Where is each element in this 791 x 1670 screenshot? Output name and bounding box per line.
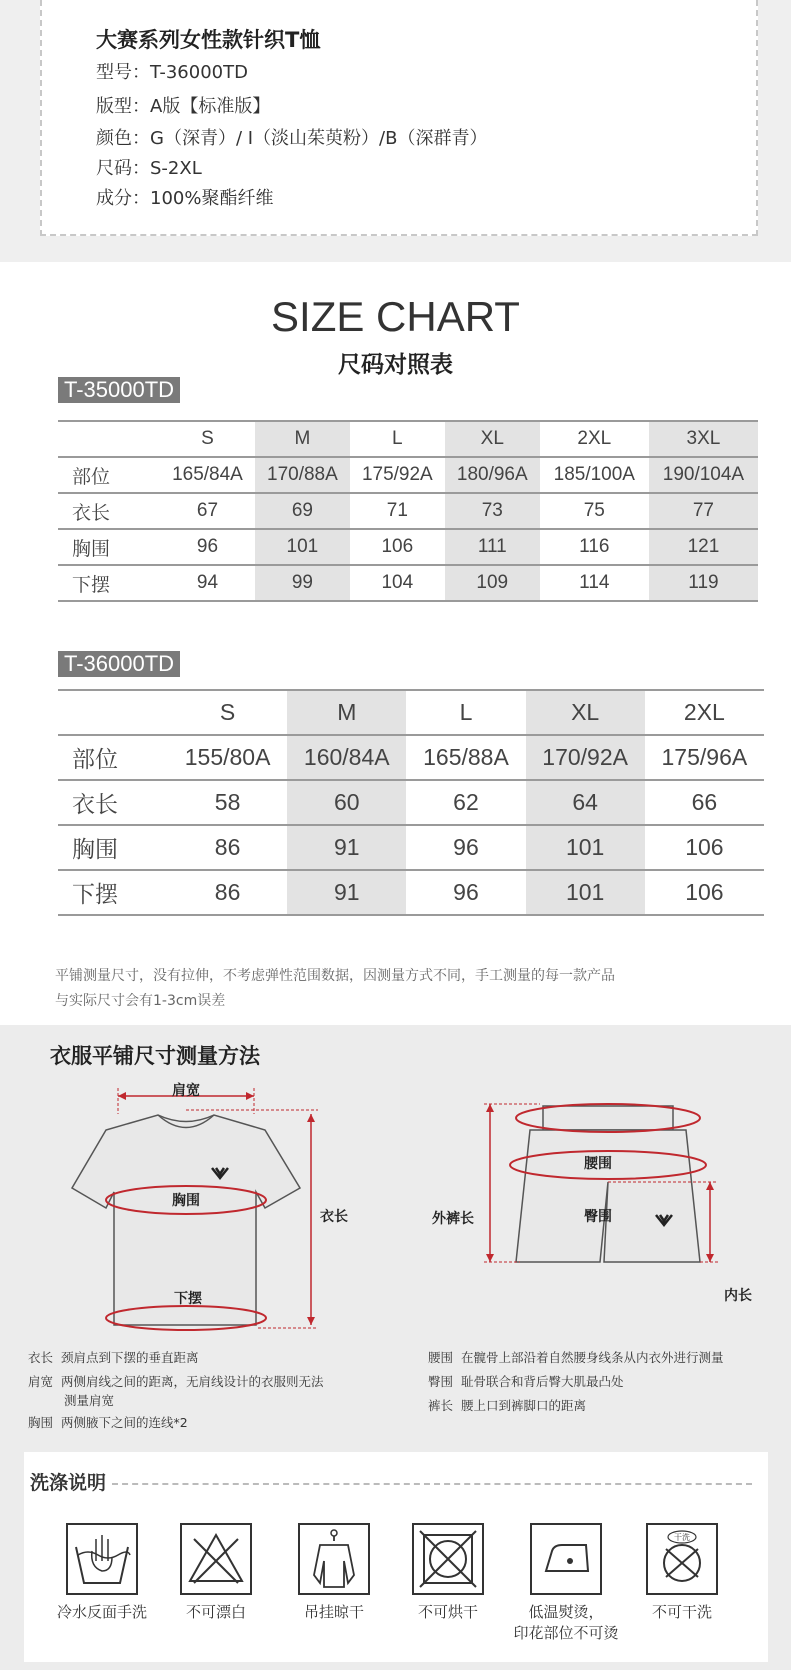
wash-label-no-bleach: 不可漂白 xyxy=(185,1603,246,1621)
product-material: 成分：100%聚酯纤维 xyxy=(96,188,274,209)
table-header-cell: S xyxy=(160,421,255,457)
table-cell: 109 xyxy=(445,565,540,601)
table-header-cell: L xyxy=(406,690,525,735)
table-cell: 下摆 xyxy=(58,565,160,601)
wash-label-no-tumble-dry: 不可烘干 xyxy=(417,1603,478,1621)
size-chart-title: SIZE CHART xyxy=(271,293,520,340)
table-cell: 165/84A xyxy=(160,457,255,493)
table-row xyxy=(58,529,758,565)
wash-label-low-iron: 低温熨烫， xyxy=(528,1603,604,1621)
table-cell: 106 xyxy=(350,529,445,565)
table-cell: 86 xyxy=(168,825,287,870)
washing-title: 洗涤说明 xyxy=(30,1472,107,1494)
table-cell: 77 xyxy=(649,493,758,529)
product-colors: 颜色：G（深青）/ I（淡山茱萸粉）/B（深群青） xyxy=(96,128,488,149)
table-cell: 106 xyxy=(645,870,764,915)
low-iron-icon xyxy=(530,1523,602,1595)
table-cell: 66 xyxy=(645,780,764,825)
table-row xyxy=(58,735,764,780)
table-cell: 185/100A xyxy=(540,457,649,493)
table-header-cell: XL xyxy=(526,690,645,735)
no-dry-clean-icon xyxy=(646,1523,718,1595)
shorts-diagram xyxy=(484,1104,718,1262)
table-header-cell xyxy=(58,421,160,457)
product-model: 型号：T-36000TD xyxy=(96,62,248,83)
table-cell: 69 xyxy=(255,493,350,529)
table-cell: 胸围 xyxy=(58,529,160,565)
table-row xyxy=(58,825,764,870)
table-header-row xyxy=(58,421,758,457)
legend-right-0: 腰围 在髋骨上部沿着自然腰身线条从内衣外进行测量 xyxy=(428,1350,724,1365)
legend-right-2: 裤长 腰上口到裤脚口的距离 xyxy=(428,1398,586,1413)
dry-clean-icon-text: 干洗 xyxy=(674,1533,690,1542)
measurement-title: 衣服平铺尺寸测量方法 xyxy=(50,1044,260,1068)
table-row xyxy=(58,565,758,601)
wash-label-no-dry-clean: 不可干洗 xyxy=(651,1603,712,1621)
table-header-cell xyxy=(58,690,168,735)
wash-label-hand-wash: 冷水反面手洗 xyxy=(56,1603,147,1621)
label-hem: 下摆 xyxy=(174,1291,202,1307)
table-cell: 155/80A xyxy=(168,735,287,780)
table-cell: 96 xyxy=(160,529,255,565)
table-cell: 175/92A xyxy=(350,457,445,493)
table-cell: 91 xyxy=(287,870,406,915)
product-sizes: 尺码：S-2XL xyxy=(96,158,202,179)
table-cell: 101 xyxy=(255,529,350,565)
table-cell: 部位 xyxy=(58,457,160,493)
measurement-diagram xyxy=(0,1070,791,1340)
table-cell: 170/92A xyxy=(526,735,645,780)
table2-model-tag: T-36000TD xyxy=(58,651,180,677)
table1-model-tag: T-35000TD xyxy=(58,377,180,403)
table-cell: 101 xyxy=(526,870,645,915)
size-note-line1: 平铺测量尺寸，没有拉伸，不考虑弹性范围数据，因测量方式不同，手工测量的每一款产品 xyxy=(55,968,615,984)
table-cell: 75 xyxy=(540,493,649,529)
table-header-cell: L xyxy=(350,421,445,457)
table-row xyxy=(58,493,758,529)
table-cell: 111 xyxy=(445,529,540,565)
table-header-cell: XL xyxy=(445,421,540,457)
table-cell: 104 xyxy=(350,565,445,601)
wash-label-hang-dry: 吊挂晾干 xyxy=(303,1603,364,1621)
table-cell: 121 xyxy=(649,529,758,565)
table-row xyxy=(58,870,764,915)
label-outseam: 外裤长 xyxy=(432,1211,474,1227)
table-row xyxy=(58,457,758,493)
size-chart-subtitle: 尺码对照表 xyxy=(338,352,453,378)
table-cell: 71 xyxy=(350,493,445,529)
table-row xyxy=(58,780,764,825)
table-cell: 190/104A xyxy=(649,457,758,493)
table-cell: 部位 xyxy=(58,735,168,780)
legend-left-1: 肩宽 两侧肩线之间的距离，无肩线设计的衣服则无法 xyxy=(28,1374,324,1389)
table-header-row xyxy=(58,690,764,735)
table-cell: 91 xyxy=(287,825,406,870)
table-cell: 119 xyxy=(649,565,758,601)
table-cell: 106 xyxy=(645,825,764,870)
table-cell: 衣长 xyxy=(58,780,168,825)
label-shoulder: 肩宽 xyxy=(172,1083,200,1099)
table-cell: 96 xyxy=(406,825,525,870)
no-tumble-dry-icon xyxy=(412,1523,484,1595)
table-cell: 160/84A xyxy=(287,735,406,780)
legend-left-2: 测量肩宽 xyxy=(64,1393,115,1408)
table-cell: 180/96A xyxy=(445,457,540,493)
table-cell: 116 xyxy=(540,529,649,565)
legend-right-1: 臀围 耻骨联合和背后臀大肌最凸处 xyxy=(428,1374,624,1389)
table-header-cell: 2XL xyxy=(540,421,649,457)
size-table-t35000td xyxy=(58,420,758,602)
table-cell: 62 xyxy=(406,780,525,825)
table-cell: 60 xyxy=(287,780,406,825)
product-title: 大赛系列女性款针织T恤 xyxy=(96,28,321,52)
size-note-line2: 与实际尺寸会有1-3cm误差 xyxy=(55,993,226,1009)
hand-wash-icon xyxy=(66,1523,138,1595)
table-cell: 86 xyxy=(168,870,287,915)
label-waist: 腰围 xyxy=(584,1156,612,1172)
table-cell: 165/88A xyxy=(406,735,525,780)
label-length: 衣长 xyxy=(320,1209,348,1225)
table-cell: 101 xyxy=(526,825,645,870)
no-bleach-icon xyxy=(180,1523,252,1595)
table-cell: 170/88A xyxy=(255,457,350,493)
table-cell: 96 xyxy=(406,870,525,915)
table-cell: 胸围 xyxy=(58,825,168,870)
label-inseam: 内长 xyxy=(724,1288,752,1304)
table-cell: 114 xyxy=(540,565,649,601)
label-hip: 臀围 xyxy=(584,1209,612,1225)
table-header-cell: 2XL xyxy=(645,690,764,735)
table-cell: 67 xyxy=(160,493,255,529)
table-header-cell: M xyxy=(255,421,350,457)
table-cell: 衣长 xyxy=(58,493,160,529)
table-cell: 64 xyxy=(526,780,645,825)
legend-left-0: 衣长 颈肩点到下摆的垂直距离 xyxy=(28,1350,199,1365)
table-cell: 175/96A xyxy=(645,735,764,780)
table-header-cell: M xyxy=(287,690,406,735)
table-cell: 58 xyxy=(168,780,287,825)
wash-label-low-iron-2: 印花部位不可烫 xyxy=(513,1624,619,1642)
table-cell: 下摆 xyxy=(58,870,168,915)
hang-dry-icon xyxy=(298,1523,370,1595)
table-cell: 99 xyxy=(255,565,350,601)
label-chest: 胸围 xyxy=(172,1193,200,1209)
table-header-cell: 3XL xyxy=(649,421,758,457)
table-cell: 94 xyxy=(160,565,255,601)
table-header-cell: S xyxy=(168,690,287,735)
table-cell: 73 xyxy=(445,493,540,529)
legend-left-3: 胸围 两侧腋下之间的连线*2 xyxy=(28,1415,188,1430)
washing-divider xyxy=(112,1483,752,1485)
product-version: 版型：A版【标准版】 xyxy=(96,96,271,117)
size-table-t36000td xyxy=(58,689,764,916)
